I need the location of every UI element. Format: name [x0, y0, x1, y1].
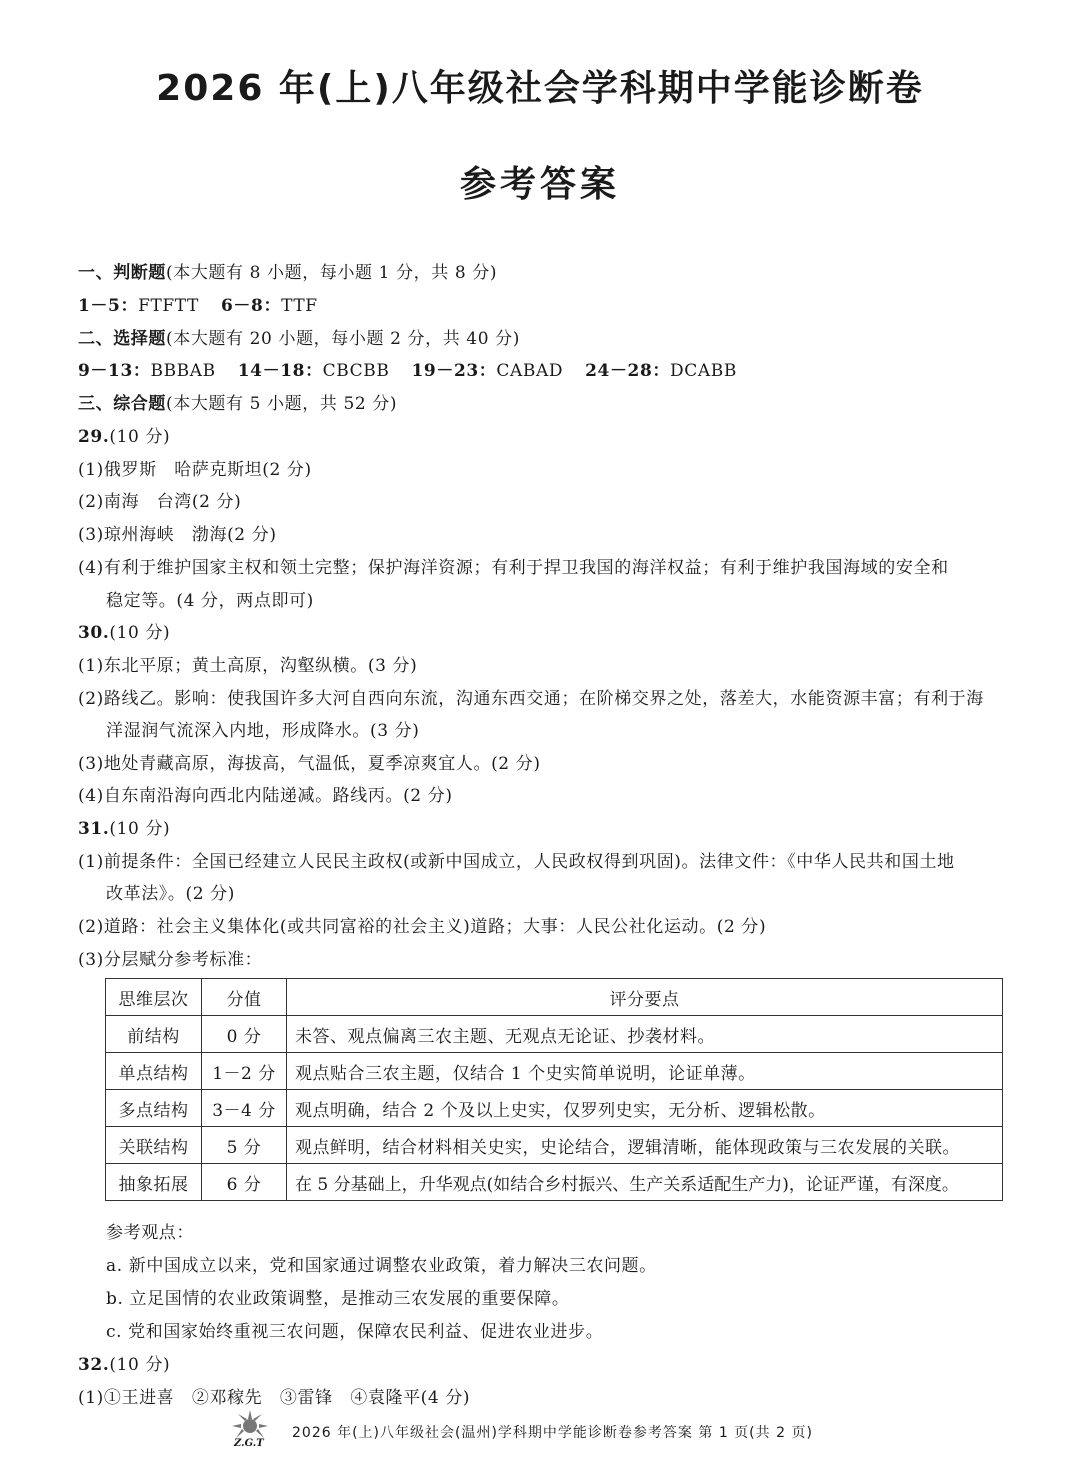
q31-answer-3: (3)分层赋分参考标准：: [78, 950, 263, 970]
question-number: 30.: [78, 623, 110, 643]
question-points: (10 分): [109, 623, 171, 643]
table-row: [106, 1164, 1003, 1201]
q31-answer-2: (2)道路：社会主义集体化(或共同富裕的社会主义)道路；大事：人民公社化运动。(2 分): [78, 917, 767, 937]
section-1-note: (本大题有 8 小题，每小题 1 分，共 8 分): [166, 263, 498, 283]
reference-point-a: a. 新中国成立以来，党和国家通过调整农业政策，着力解决三农问题。: [106, 1256, 657, 1276]
section-2-title: 二、选择题: [78, 329, 166, 349]
score-cell: 3－4 分: [202, 1090, 287, 1127]
level-cell: 单点结构: [106, 1053, 202, 1090]
q31-answer-1: (1)前提条件：全国已经建立人民民主政权(或新中国成立，人民政权得到巩固)。法律文件：《中华人民共和国土地: [78, 852, 955, 872]
table-row: [106, 1053, 1003, 1090]
q29-answer-3: (3)琼州海峡 渤海(2 分): [78, 525, 277, 545]
level-cell: 抽象拓展: [106, 1164, 202, 1201]
score-cell: 1－2 分: [202, 1053, 287, 1090]
q30-answer-1: (1)东北平原；黄土高原，沟壑纵横。(3 分): [78, 656, 418, 676]
score-cell: 6 分: [202, 1164, 287, 1201]
header-score: 分值: [202, 979, 287, 1016]
q30-answer-3: (3)地处青藏高原，海拔高，气温低，夏季凉爽宜人。(2 分): [78, 754, 541, 774]
question-points: (10 分): [109, 819, 171, 839]
question-30-heading: [78, 618, 170, 643]
question-number: 29.: [78, 427, 110, 447]
answer-values: FTFTT: [138, 296, 199, 316]
q29-answer-4-cont: 稳定等。(4 分，两点即可): [106, 591, 314, 611]
q30-answer-2: (2)路线乙。影响：使我国许多大河自西向东流，沟通东西交通；在阶梯交界之处，落差大，水能资源丰富；有利于海: [78, 689, 984, 709]
criteria-cell: 在 5 分基础上，升华观点(如结合乡村振兴、生产关系适配生产力)，论证严谨，有深度。: [287, 1164, 1003, 1201]
answer-values: TTF: [281, 296, 318, 316]
question-number: 31.: [78, 819, 110, 839]
criteria-cell: 观点贴合三农主题，仅结合 1 个史实简单说明，论证单薄。: [287, 1053, 1003, 1090]
table-header-row: [106, 979, 1003, 1016]
criteria-cell: 未答、观点偏离三农主题、无观点无论证、抄袭材料。: [287, 1016, 1003, 1053]
answer-range: 24－28：: [585, 361, 671, 381]
q29-answer-4: (4)有利于维护国家主权和领土完整；保护海洋资源；有利于捍卫我国的海洋权益；有利于维护我国海域的安全和: [78, 558, 949, 578]
level-cell: 多点结构: [106, 1090, 202, 1127]
section-3-title: 三、综合题: [78, 394, 166, 414]
section-3-heading: [78, 389, 397, 414]
q31-answer-1-cont: 改革法》。(2 分): [106, 884, 235, 904]
reference-point-b: b. 立足国情的农业政策调整，是推动三农发展的重要保障。: [106, 1289, 570, 1309]
header-level: 思维层次: [106, 979, 202, 1016]
question-31-heading: [78, 814, 170, 839]
question-32-heading: [78, 1350, 170, 1375]
table-row: [106, 1090, 1003, 1127]
section-2-answers: [78, 356, 737, 381]
reference-heading: 参考观点：: [106, 1223, 194, 1243]
answer-values: BBBAB: [150, 361, 216, 381]
page-subtitle: 参考答案: [459, 164, 620, 205]
answer-range: 9－13：: [78, 361, 151, 381]
criteria-cell: 观点明确，结合 2 个及以上史实，仅罗列史实，无分析、逻辑松散。: [287, 1090, 1003, 1127]
section-1-answers: [78, 291, 318, 316]
section-1-heading: [78, 258, 497, 283]
answer-values: CABAD: [496, 361, 564, 381]
grading-table: [105, 978, 1003, 1201]
section-1-title: 一、判断题: [78, 263, 166, 283]
question-points: (10 分): [109, 427, 171, 447]
answer-values: CBCBB: [322, 361, 390, 381]
answer-values: DCABB: [670, 361, 737, 381]
score-cell: 0 分: [202, 1016, 287, 1053]
answer-range: 6－8：: [221, 296, 282, 316]
question-number: 32.: [78, 1355, 110, 1375]
q30-answer-4: (4)自东南沿海向西北内陆递减。路线丙。(2 分): [78, 786, 453, 806]
q29-answer-1: (1)俄罗斯 哈萨克斯坦(2 分): [78, 460, 312, 480]
page-title: 2026 年(上)八年级社会学科期中学能诊断卷: [156, 68, 924, 109]
q29-answer-2: (2)南海 台湾(2 分): [78, 492, 242, 512]
header-criteria: 评分要点: [287, 979, 1003, 1016]
answer-range: 1－5：: [78, 296, 139, 316]
table-row: [106, 1127, 1003, 1164]
table-row: [106, 1016, 1003, 1053]
question-points: (10 分): [109, 1355, 171, 1375]
score-cell: 5 分: [202, 1127, 287, 1164]
q30-answer-2-cont: 洋湿润气流深入内地，形成降水。(3 分): [106, 721, 420, 741]
answer-range: 19－23：: [411, 361, 497, 381]
question-29-heading: [78, 422, 170, 447]
section-2-heading: [78, 324, 520, 349]
reference-point-c: c. 党和国家始终重视三农问题，保障农民利益、促进农业进步。: [106, 1322, 604, 1342]
section-2-note: (本大题有 20 小题，每小题 2 分，共 40 分): [166, 329, 520, 349]
logo-text: Z.G.T: [234, 1438, 264, 1449]
section-3-note: (本大题有 5 小题，共 52 分): [166, 394, 398, 414]
answer-range: 14－18：: [237, 361, 323, 381]
level-cell: 关联结构: [106, 1127, 202, 1164]
level-cell: 前结构: [106, 1016, 202, 1053]
q32-answer-1: (1)①王进喜 ②邓稼先 ③雷锋 ④袁隆平(4 分): [78, 1388, 471, 1408]
footer-text: 2026 年(上)八年级社会(温州)学科期中学能诊断卷参考答案 第 1 页(共 2 页): [292, 1425, 813, 1441]
criteria-cell: 观点鲜明，结合材料相关史实，史论结合，逻辑清晰，能体现政策与三农发展的关联。: [287, 1127, 1003, 1164]
